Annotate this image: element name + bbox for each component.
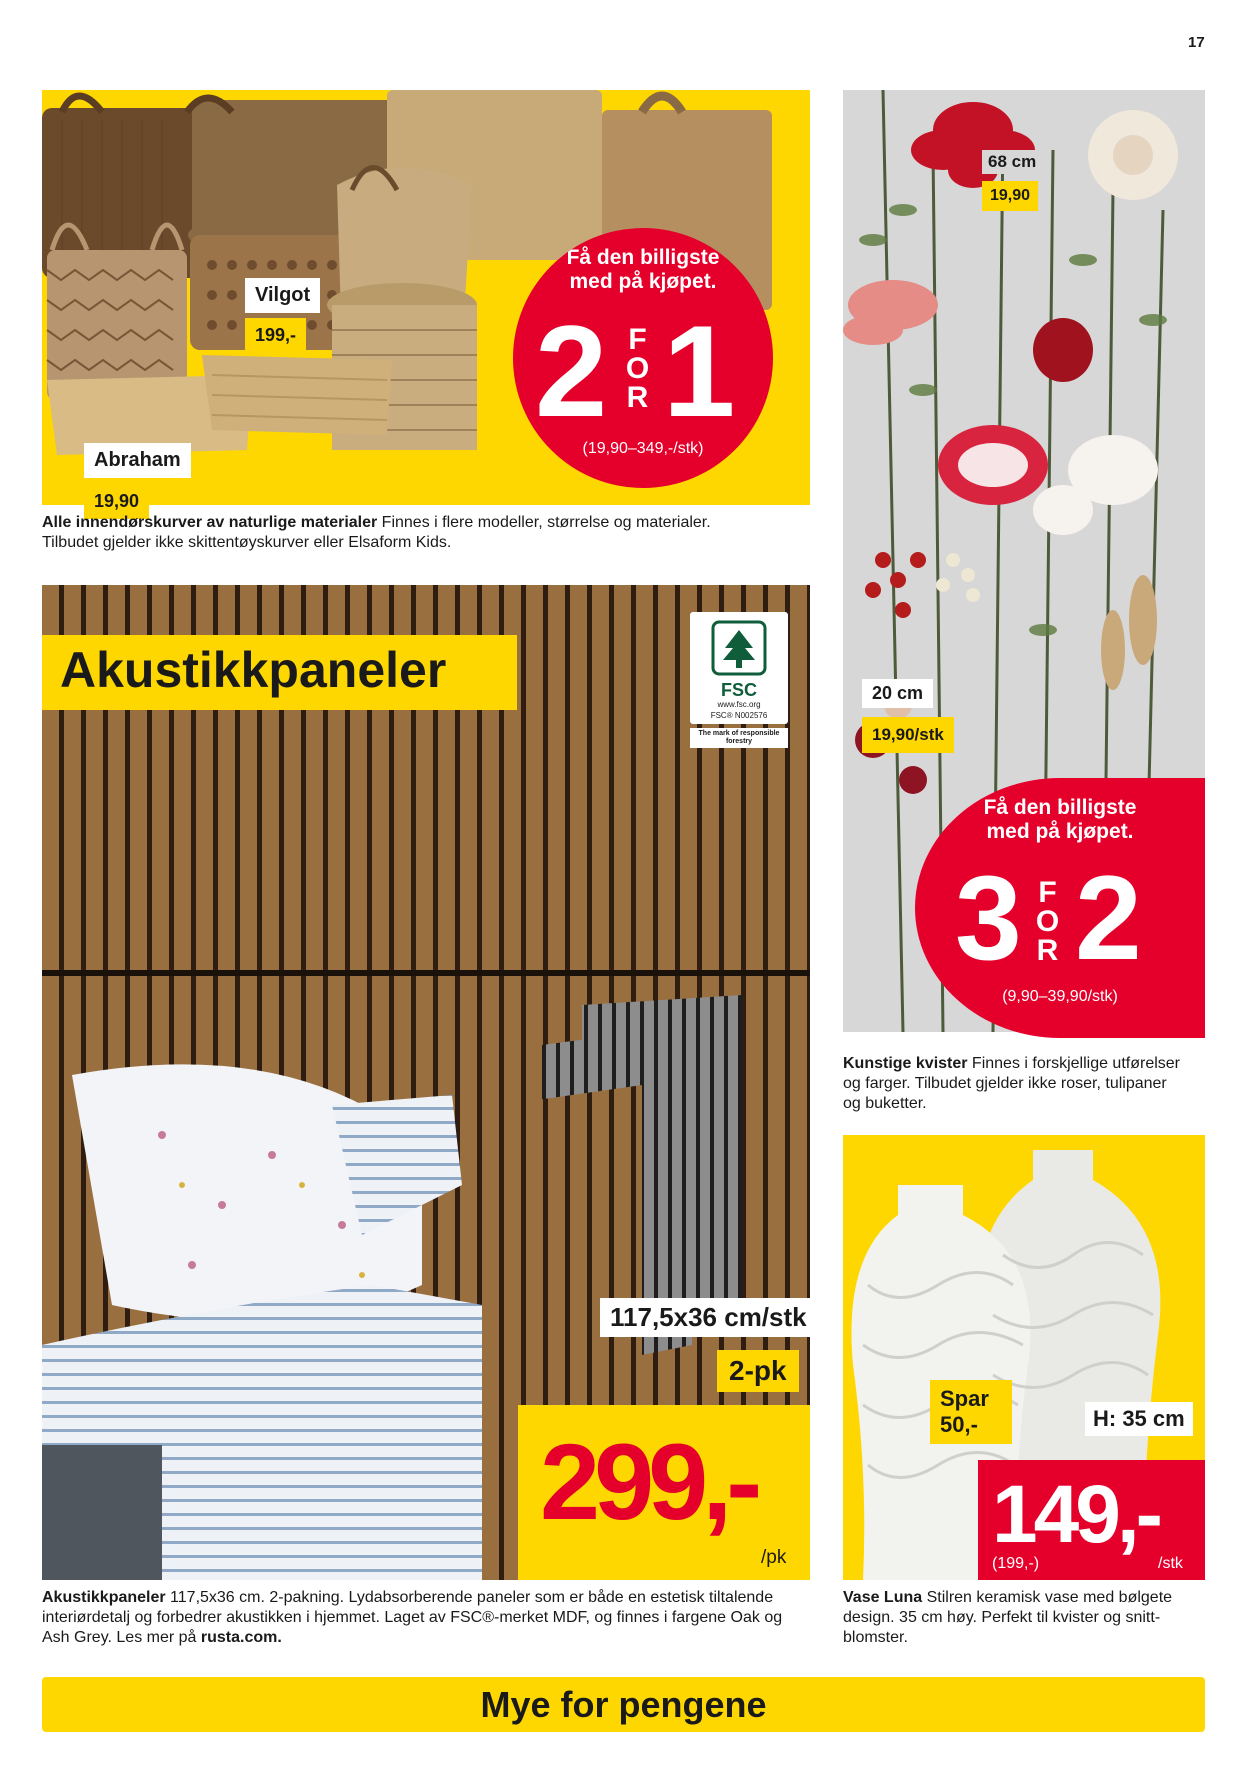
- vase-price: 149,-: [992, 1469, 1159, 1560]
- vilgot-name-tag: Vilgot: [245, 278, 320, 313]
- flower-68-size: 68 cm: [982, 150, 1042, 174]
- panel-caption-line1: 117,5x36 cm. 2-pakning. Lydabsorberende paneler som er både en estetisk tiltalende: [165, 1589, 774, 1606]
- fsc-code: FSC® N002576: [710, 711, 768, 720]
- rusta-link[interactable]: rusta.com.: [200, 1629, 282, 1646]
- vase-caption-line1: Stilren keramisk vase med bølgete: [922, 1589, 1173, 1606]
- vase-caption-line2: design. 35 cm høy. Perfekt til kvister og snitt-: [843, 1609, 1161, 1626]
- panel-caption-title: Akustikkpaneler: [42, 1589, 166, 1606]
- fsc-tagline: The mark of responsible forestry: [690, 728, 788, 748]
- flower-deal-for-letters: FOR: [1031, 876, 1064, 963]
- vase-caption-title: Vase Luna: [843, 1589, 923, 1606]
- basket-caption: [42, 513, 822, 553]
- deal-left-number: 2: [535, 298, 608, 444]
- flower-caption-line1: Finnes i forskjellige utførelser: [967, 1055, 1180, 1072]
- panel-price-box: [518, 1405, 810, 1580]
- two-for-one-deal-badge: [513, 228, 773, 488]
- page-number: 17: [1188, 34, 1205, 51]
- flower-deal-left-number: 3: [955, 851, 1022, 985]
- fsc-logo: [690, 612, 788, 724]
- basket-caption-line2: Tilbudet gjelder ikke skittentøyskurver eller Elsaform Kids.: [42, 534, 452, 551]
- basket-caption-text: Finnes i flere modeller, størrelse og materialer.: [377, 514, 711, 531]
- basket-caption-title: Alle innendørskurver av naturlige materialer: [42, 514, 378, 531]
- flower-caption-title: Kunstige kvister: [843, 1055, 968, 1072]
- vase-old-price: (199,-): [992, 1555, 1040, 1572]
- panel-size-tag: 117,5x36 cm/stk: [600, 1298, 817, 1337]
- flower-20-price: 19,90/stk: [862, 717, 954, 753]
- panel-caption-line2: interiørdetalj og forbedrer akustikken i hjemmet. Laget av FSC®-merket MDF, og finnes i fargene Oak og: [42, 1609, 783, 1626]
- vase-saving-amount: 50,-: [940, 1412, 978, 1437]
- flower-68-price: 19,90: [982, 181, 1038, 211]
- panel-title: Akustikkpaneler: [42, 635, 517, 710]
- flower-deal-headline-1: Få den billigste: [983, 796, 1137, 819]
- deal-headline-2: med på kjøpet.: [569, 270, 717, 293]
- flower-deal-headline-2: med på kjøpet.: [986, 820, 1134, 843]
- flower-deal-for-word: [1033, 876, 1063, 963]
- panel-caption-line3: Ash Grey. Les mer på: [42, 1629, 201, 1646]
- flower-deal-price-range: (9,90–39,90/stk): [1002, 988, 1118, 1005]
- three-for-two-deal-badge: [915, 778, 1205, 1038]
- vase-caption-line3: blomster.: [843, 1629, 908, 1646]
- flower-20-size: 20 cm: [862, 679, 933, 708]
- flower-caption: [843, 1054, 1223, 1114]
- abraham-name-tag: Abraham: [84, 443, 191, 478]
- vase-height-tag: H: 35 cm: [1085, 1402, 1193, 1436]
- panel-pack-tag: 2-pk: [717, 1350, 799, 1392]
- vase-price-box: [978, 1460, 1205, 1580]
- fsc-tree-icon: [709, 620, 769, 676]
- abraham-price-tag: 19,90: [84, 484, 149, 519]
- flower-deal-right-number: 2: [1075, 851, 1142, 985]
- deal-for-word: [623, 323, 653, 410]
- fsc-label: FSC: [721, 680, 757, 700]
- deal-headline-1: Få den billigste: [566, 246, 720, 269]
- vase-price-unit: /stk: [1158, 1555, 1183, 1572]
- flower-caption-line3: og buketter.: [843, 1095, 927, 1112]
- deal-right-number: 1: [663, 298, 736, 444]
- panel-price: 299,-: [540, 1421, 757, 1542]
- flower-caption-line2: og farger. Tilbudet gjelder ikke roser, tulipaner: [843, 1075, 1167, 1092]
- fsc-url: www.fsc.org: [717, 700, 761, 709]
- deal-price-range: (19,90–349,-/stk): [582, 440, 704, 457]
- vilgot-price-tag: 199,-: [245, 318, 306, 353]
- panel-price-unit: /pk: [761, 1547, 787, 1568]
- footer-banner: Mye for pengene: [42, 1677, 1205, 1732]
- vase-saving-label: Spar: [940, 1386, 989, 1411]
- vase-saving-badge: [930, 1380, 1012, 1444]
- deal-for-letters: FOR: [621, 323, 654, 410]
- panel-caption: [42, 1588, 832, 1648]
- vase-caption: [843, 1588, 1223, 1648]
